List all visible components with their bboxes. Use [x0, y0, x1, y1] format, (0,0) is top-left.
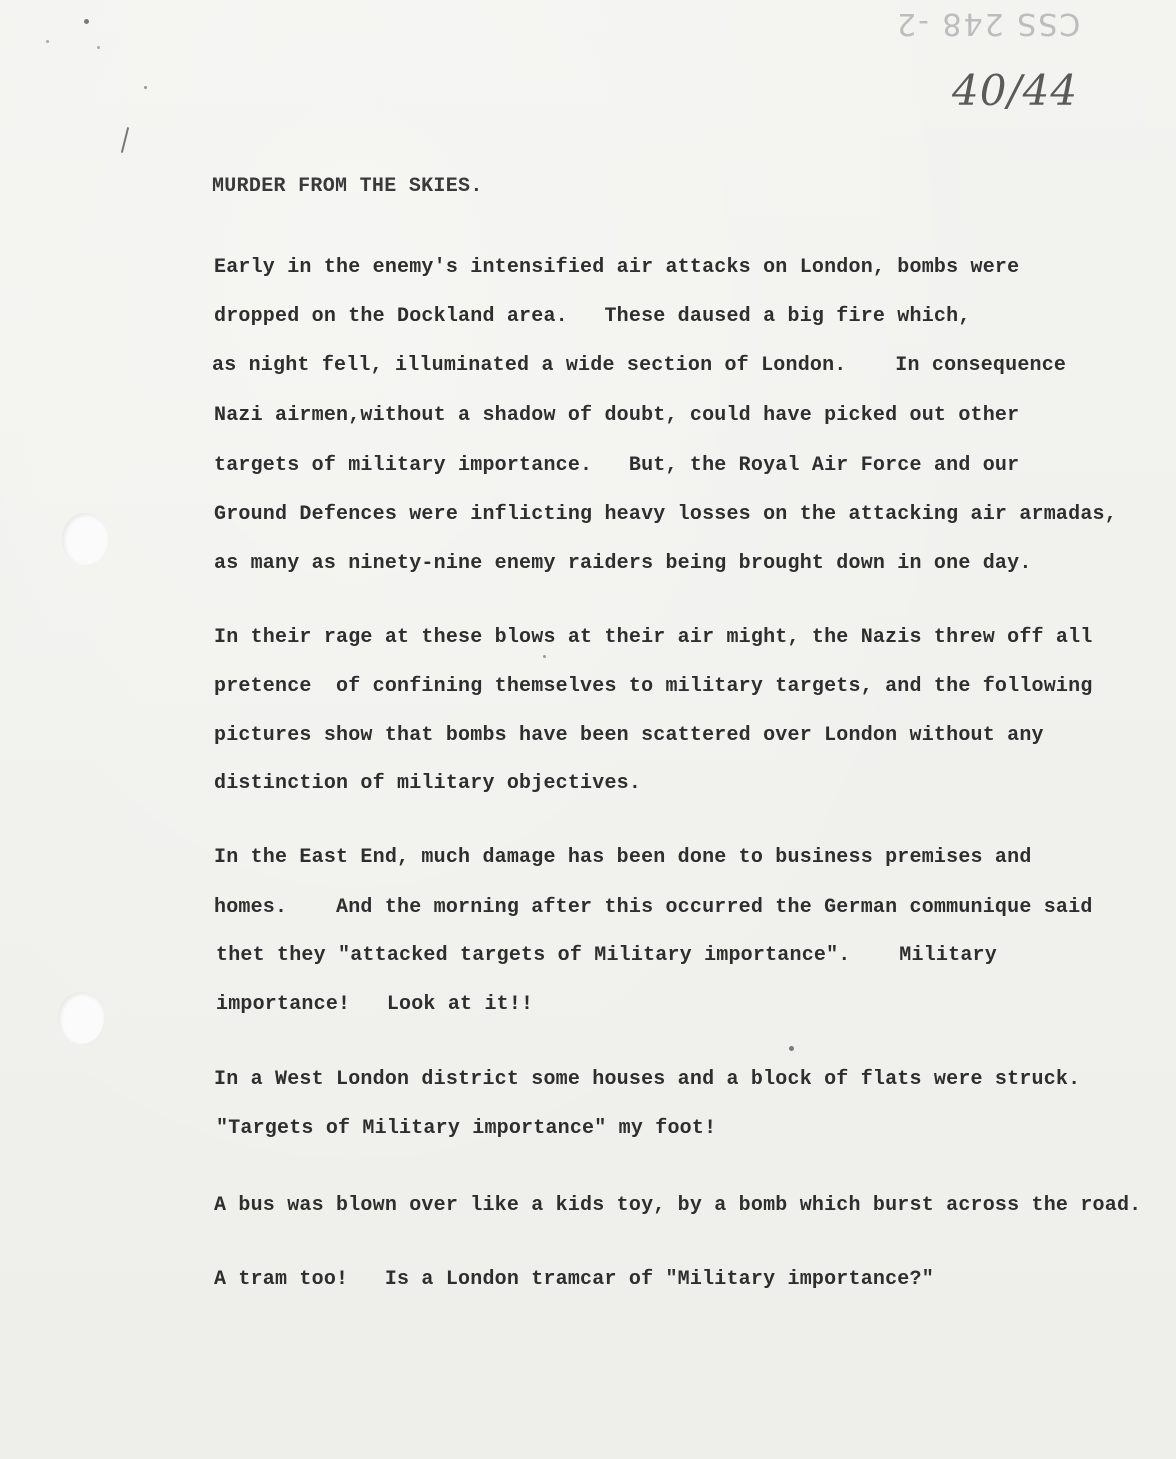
document-title: MURDER FROM THE SKIES.: [212, 175, 483, 198]
ink-speck: [46, 40, 49, 43]
text-line: pretence of confining themselves to military targets, and the following: [214, 675, 1093, 698]
reference-number: CSS 248 -2: [895, 6, 1081, 41]
handwritten-reference: 40/44: [952, 66, 1079, 115]
punch-hole-bottom: [58, 992, 104, 1044]
ink-speck: [97, 46, 100, 49]
ink-speck: [789, 1046, 794, 1051]
ink-speck: [543, 655, 546, 658]
pen-mark: [121, 127, 129, 153]
text-line: A tram too! Is a London tramcar of "Military importance?": [214, 1268, 934, 1291]
text-line: Early in the enemy's intensified air attacks on London, bombs were: [214, 256, 1020, 279]
text-line: A bus was blown over like a kids toy, by a bomb which burst across the road.: [214, 1194, 1142, 1217]
text-line: distinction of military objectives.: [214, 772, 642, 795]
text-line: as many as ninety-nine enemy raiders being brought down in one day.: [214, 552, 1032, 575]
text-line: pictures show that bombs have been scattered over London without any: [214, 724, 1044, 747]
text-line: Nazi airmen,without a shadow of doubt, could have picked out other: [214, 404, 1020, 427]
text-line: dropped on the Dockland area. These daused a big fire which,: [214, 305, 971, 328]
text-line: as night fell, illuminated a wide section of London. In consequence: [212, 354, 1067, 377]
ink-speck: [84, 19, 89, 24]
text-line: "Targets of Military importance" my foot!: [216, 1117, 717, 1140]
text-line: In the East End, much damage has been done to business premises and: [214, 846, 1032, 869]
punch-hole-top: [62, 513, 108, 565]
ink-speck: [144, 86, 147, 89]
text-line: In a West London district some houses and a block of flats were struck.: [214, 1068, 1081, 1091]
text-line: Ground Defences were inflicting heavy losses on the attacking air armadas,: [214, 503, 1117, 526]
text-line: homes. And the morning after this occurred the German communique said: [214, 896, 1093, 919]
text-line: thet they "attacked targets of Military importance". Military: [216, 944, 997, 967]
text-line: importance! Look at it!!: [216, 993, 534, 1016]
text-line: targets of military importance. But, the Royal Air Force and our: [214, 454, 1020, 477]
text-line: In their rage at these blows at their air might, the Nazis threw off all: [214, 626, 1093, 649]
